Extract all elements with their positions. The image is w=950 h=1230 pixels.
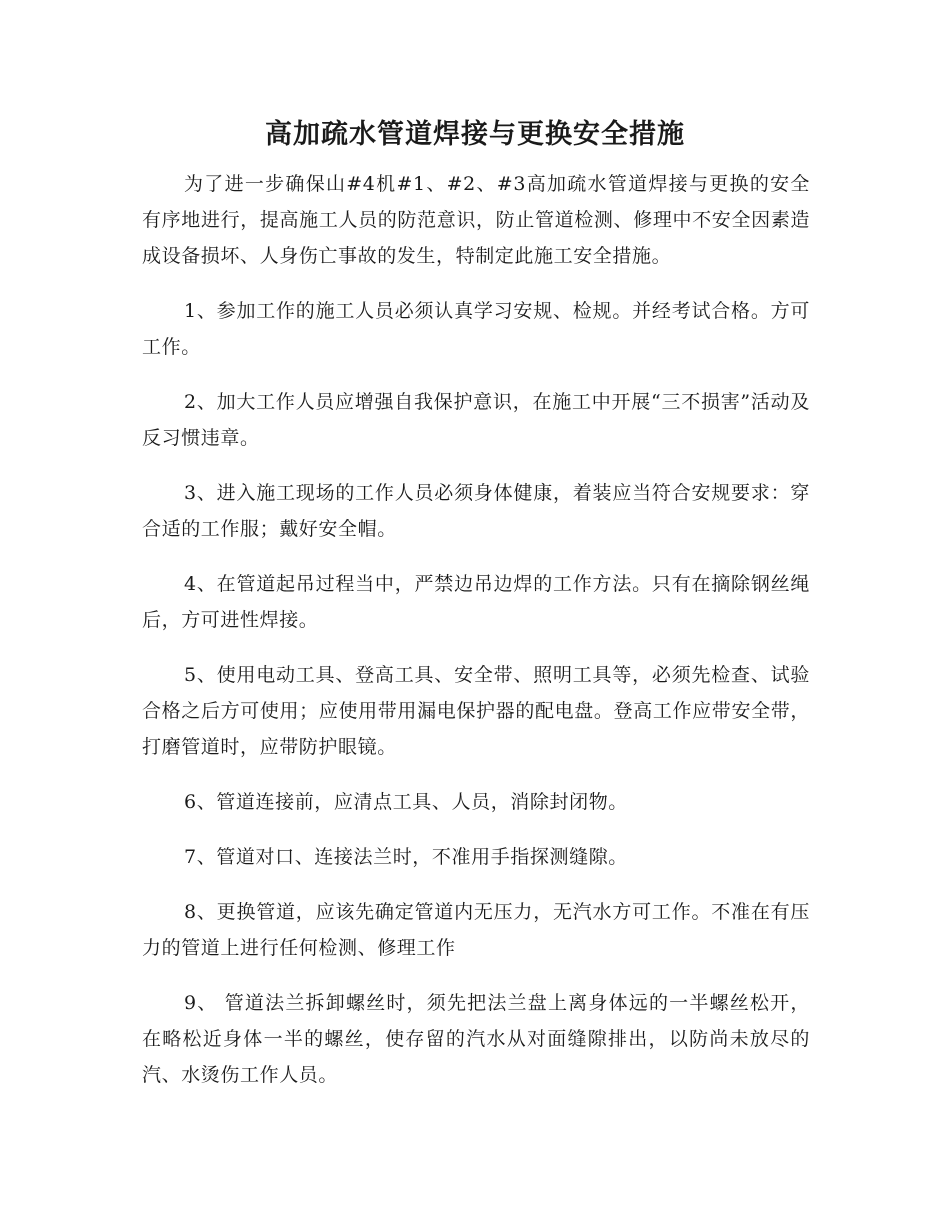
measure-5-paragraph: 5、使用电动工具、登高工具、安全带、照明工具等，必须先检查、试验合格之后方可使用；应使用带用漏电保护器的配电盘。登高工作应带安全带，打磨管道时，应带防护眼镜。 bbox=[142, 664, 810, 758]
measure-2-paragraph: 2、加大工作人员应增强自我保护意识，在施工中开展“三不损害”活动及反习惯违章。 bbox=[142, 391, 810, 449]
measure-4-paragraph: 4、在管道起吊过程当中，严禁边吊边焊的工作方法。只有在摘除钢丝绳后，方可进性焊接。 bbox=[142, 573, 810, 631]
measure-9-paragraph: 9、 管道法兰拆卸螺丝时，须先把法兰盘上离身体远的一半螺丝松开，在略松近身体一半的螺丝，使存留的汽水从对面缝隙排出，以防尚未放尽的汽、水烫伤工作人员。 bbox=[142, 992, 810, 1086]
document-title: 高加疏水管道焊接与更换安全措施 bbox=[265, 119, 685, 150]
measure-6-paragraph: 6、管道连接前，应清点工具、人员，消除封闭物。 bbox=[184, 791, 628, 813]
intro-paragraph: 为了进一步确保山#4机#1、#2、#3高加疏水管道焊接与更换的安全有序地进行，提高施工人员的防范意识，防止管道检测、修理中不安全因素造成设备损坏、人身伤亡事故的发生，特制定此施工安全措施。 bbox=[142, 173, 810, 267]
measure-3-paragraph: 3、进入施工现场的工作人员必须身体健康，着装应当符合安规要求：穿合适的工作服；戴好安全帽。 bbox=[142, 482, 810, 540]
measure-8-paragraph: 8、更换管道，应该先确定管道内无压力，无汽水方可工作。不准在有压力的管道上进行任何检测、修理工作 bbox=[142, 901, 810, 959]
document-body bbox=[142, 166, 810, 1112]
measure-7-paragraph: 7、管道对口、连接法兰时，不准用手指探测缝隙。 bbox=[184, 846, 628, 868]
measure-1-paragraph: 1、参加工作的施工人员必须认真学习安规、检规。并经考试合格。方可工作。 bbox=[142, 300, 810, 358]
